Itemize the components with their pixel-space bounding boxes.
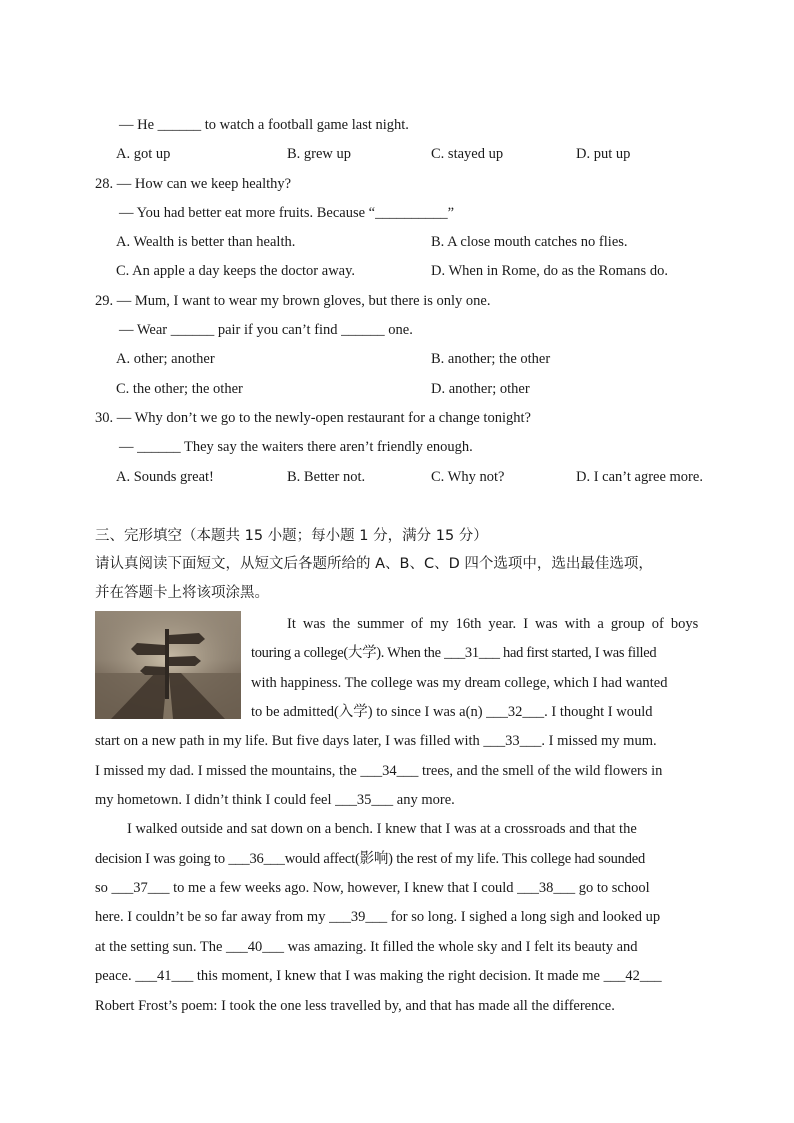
crossroads-signpost-image — [95, 611, 241, 719]
passage-p2-line7: Robert Frost’s poem: I took the one less travelled by, and that has made all the difference. — [95, 998, 615, 1014]
passage-p1-line4: to be admitted(入学) to since I was a(n) ___32___. I thought I would — [251, 704, 653, 720]
passage-p2-line6: peace. ___41___ this moment, I knew that I was making the right decision. It made me ___42___ — [95, 968, 662, 984]
q27-option-b: B. grew up — [287, 146, 352, 162]
q30-option-c: C. Why not? — [431, 469, 505, 485]
passage-p1-line6: I missed my dad. I missed the mountains, the ___34___ trees, and the smell of the wild flowers in — [95, 763, 663, 779]
passage-p1-line3: with happiness. The college was my dream college, which I had wanted — [251, 675, 668, 691]
q28-question: 28. — How can we keep healthy? — [95, 176, 292, 192]
q28-response: — You had better eat more fruits. Because “__________” — [119, 205, 455, 221]
passage-p1-line1: It was the summer of my 16th year. I was with a group of boys — [287, 616, 699, 632]
passage-p1-line2: touring a college(大学). When the ___31___ had first started, I was filled — [251, 645, 657, 661]
q28-option-a: A. Wealth is better than health. — [116, 234, 296, 250]
passage-p2-line5: at the setting sun. The ___40___ was amazing. It filled the whole sky and I felt its beauty and — [95, 939, 638, 955]
signpost-icon — [95, 611, 241, 719]
q30-option-d: D. I can’t agree more. — [576, 469, 703, 485]
q27-option-a: A. got up — [116, 146, 171, 162]
q29-option-a: A. other; another — [116, 351, 215, 367]
q29-option-d: D. another; other — [431, 381, 530, 397]
passage-p2-line4: here. I couldn’t be so far away from my ___39___ for so long. I sighed a long sigh and looked up — [95, 909, 661, 925]
q30-response: — ______ They say the waiters there aren’t friendly enough. — [119, 439, 473, 455]
q30-option-b: B. Better not. — [287, 469, 366, 485]
q30-option-a: A. Sounds great! — [116, 469, 214, 485]
q29-option-c: C. the other; the other — [116, 381, 243, 397]
q27-option-d: D. put up — [576, 146, 631, 162]
q27-dialogue: — He ______ to watch a football game last night. — [119, 117, 409, 133]
q28-option-c: C. An apple a day keeps the doctor away. — [116, 263, 356, 279]
section-instruction-cont: 并在答题卡上将该项涂黑。 — [95, 585, 269, 601]
section-heading: 三、完形填空（本题共 15 小题；每小题 1 分，满分 15 分） — [95, 528, 488, 544]
q27-option-c: C. stayed up — [431, 146, 504, 162]
q29-question: 29. — Mum, I want to wear my brown gloves, but there is only one. — [95, 293, 491, 309]
passage-p2-line1: I walked outside and sat down on a bench. I knew that I was at a crossroads and that the — [127, 821, 637, 837]
q30-question: 30. — Why don’t we go to the newly-open restaurant for a change tonight? — [95, 410, 531, 426]
passage-p1-line7: my hometown. I didn’t think I could feel ___35___ any more. — [95, 792, 455, 808]
q28-option-b: B. A close mouth catches no flies. — [431, 234, 628, 250]
passage-p2-line2: decision I was going to ___36___would affect(影响) the rest of my life. This college had sounded — [95, 851, 646, 867]
passage-p1-line5: start on a new path in my life. But five days later, I was filled with ___33___. I missed my mum. — [95, 733, 657, 749]
q28-option-d: D. When in Rome, do as the Romans do. — [431, 263, 668, 279]
q29-response: — Wear ______ pair if you can’t find ______ one. — [119, 322, 413, 338]
section-instruction: 请认真阅读下面短文，从短文后各题所给的 A、B、C、D 四个选项中，选出最佳选项， — [95, 556, 653, 572]
q29-option-b: B. another; the other — [431, 351, 551, 367]
passage-p2-line3: so ___37___ to me a few weeks ago. Now, however, I knew that I could ___38___ go to school — [95, 880, 650, 896]
